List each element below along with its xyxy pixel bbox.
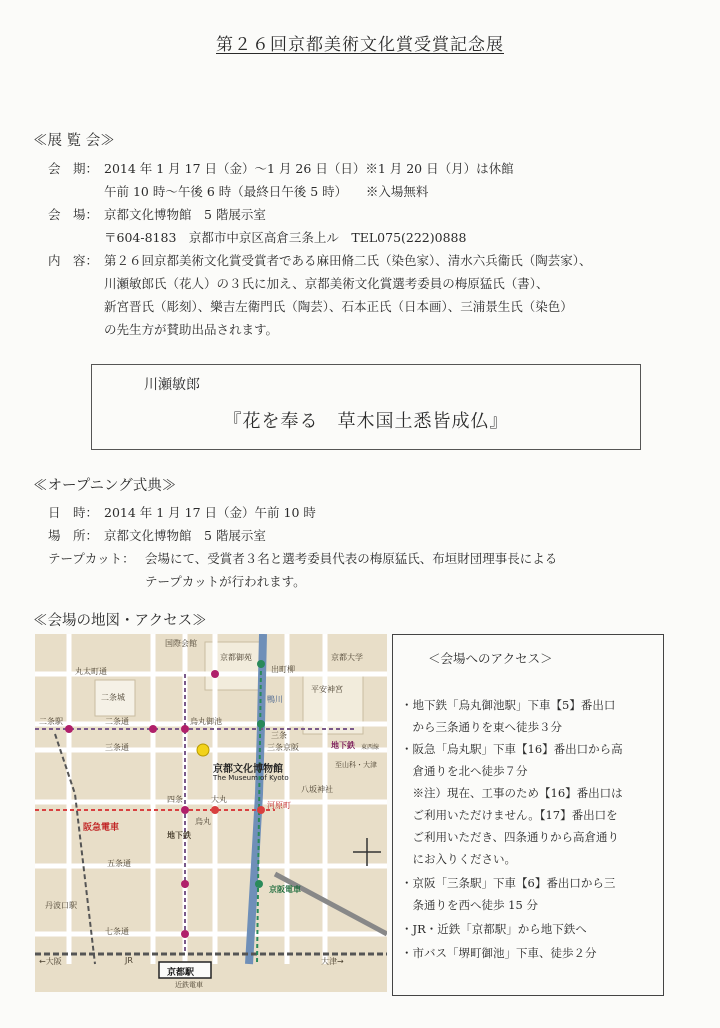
access-heading: ＜会場へのアクセス＞ xyxy=(428,651,553,666)
featured-work-box xyxy=(91,364,641,450)
compass xyxy=(353,838,381,866)
venue-line-2: 〒604-8183 京都市中京区高倉三条上ル TEL075(222)0888 xyxy=(104,230,467,245)
featured-author: 川瀬敏郎 xyxy=(144,377,200,393)
map-label-kokusai: 国際会館 xyxy=(165,639,197,648)
access-box xyxy=(392,634,664,996)
content-line-1: 第２６回京都美術文化賞受賞者である麻田脩二氏（染色家）、清水六兵衞氏（陶芸家）、 xyxy=(104,253,592,268)
map-label-kawaramachi: 河原町 xyxy=(267,801,291,810)
access-line-11: ・JR・近鉄「京都駅」から地下鉄へ xyxy=(401,922,587,936)
venue-line-1: 京都文化博物館 5 階展示室 xyxy=(104,207,266,222)
opening-place: 京都文化博物館 5 階展示室 xyxy=(104,528,266,543)
map-label-yamashina: 至山科・大津 xyxy=(335,761,377,769)
map-label-sanjo: 三条通 xyxy=(105,743,129,752)
map-heading: ≪会場の地図・アクセス≫ xyxy=(33,613,207,629)
opening-date: 2014 年 1 月 17 日（金）午前 10 時 xyxy=(104,505,316,520)
map-label-gojo: 五条通 xyxy=(107,859,131,868)
access-line-1: ・地下鉄「烏丸御池駅」下車【5】番出口 xyxy=(401,698,616,712)
map-label-heian: 平安神宮 xyxy=(311,685,343,694)
map-label-shijo: 四条 xyxy=(167,795,183,804)
map-label-jr: JR xyxy=(125,956,133,965)
map-label-nijo-station: 二条駅 xyxy=(39,717,63,726)
map-label-kyoto-univ: 京都大学 xyxy=(331,653,363,662)
map-label-museum-en: The Museum of Kyoto xyxy=(213,774,289,782)
map-label-kyoto-station: 京都駅 xyxy=(167,968,195,978)
venue-map xyxy=(35,634,387,992)
map-label-demachi: 出町柳 xyxy=(271,665,295,674)
period-line-2: 午前 10 時～午後 6 時（最終日午後 5 時） ※入場無料 xyxy=(104,184,429,199)
access-line-2: から三条通りを東へ徒歩３分 xyxy=(401,720,562,734)
content-line-3: 新宮晋氏（彫刻）、樂吉左衛門氏（陶芸）、石本正氏（日本画）、三浦景生氏（染色） xyxy=(104,299,573,314)
map-label-marutamachi: 丸太町通 xyxy=(75,667,107,676)
map-label-subway: 地下鉄 xyxy=(331,741,355,750)
access-line-7: ご利用いただき、四条通りから高倉通り xyxy=(401,830,620,844)
access-line-12: ・市バス「堺町御池」下車、徒歩２分 xyxy=(401,946,597,960)
map-label-karasuma-oike: 烏丸御池 xyxy=(190,717,222,726)
map-label-nijo-castle: 二条城 xyxy=(101,693,125,702)
opening-date-label: 日 時： xyxy=(48,505,99,520)
museum-marker xyxy=(197,744,209,756)
map-label-museum: 京都文化博物館 xyxy=(213,764,283,775)
map-label-subway-v: 地下鉄 xyxy=(167,831,191,840)
jr-sagano-line xyxy=(55,734,95,964)
map-label-keihan: 京阪電車 xyxy=(269,885,301,894)
access-line-4: 倉通りを北へ徒歩７分 xyxy=(401,764,528,778)
map-label-shichijo: 七条通 xyxy=(105,927,129,936)
map-label-osaka: ←大阪 xyxy=(39,957,62,966)
map-label-tanbaguchi: 丹波口駅 xyxy=(45,901,77,910)
meishin-highway xyxy=(275,874,387,934)
featured-work-title: 『花を奉る 草木国土悉皆成仏』 xyxy=(223,411,509,432)
period-label: 会 期： xyxy=(48,161,99,176)
map-label-yasaka: 八坂神社 xyxy=(301,785,333,794)
map-label-keihan-sanjo: 三条京阪 xyxy=(267,743,299,752)
venue-label: 会 場： xyxy=(48,207,99,222)
content-line-4: の先生方が賛助出品されます。 xyxy=(104,322,279,337)
map-label-otsu: 大津→ xyxy=(321,957,344,966)
map-label-kintetsu: 近鉄電車 xyxy=(175,981,203,989)
access-line-10: 条通りを西へ徒歩 15 分 xyxy=(401,898,538,912)
access-line-5: ※注）現在、工事のため【16】番出口は xyxy=(401,786,623,800)
access-line-6: ご利用いただけません。【17】番出口を xyxy=(401,808,618,822)
map-label-tozai: 東西線 xyxy=(361,744,380,751)
map-label-daimaru: 大丸 xyxy=(211,795,227,804)
tape-cut-line-2: テープカットが行われます。 xyxy=(145,574,306,589)
opening-heading: ≪オープニング式典≫ xyxy=(33,478,177,494)
map-label-kamogawa: 鴨川 xyxy=(267,695,283,704)
page-title: 第２６回京都美術文化賞受賞記念展 xyxy=(216,35,504,55)
tape-cut-label: テープカット： xyxy=(48,551,135,566)
content-label: 内 容： xyxy=(48,253,99,268)
exhibition-heading: ≪展 覧 会≫ xyxy=(33,133,115,149)
map-label-sanjo-station: 三条 xyxy=(271,731,287,740)
period-line-1: 2014 年 1 月 17 日（金）～1 月 26 日（日）※1 月 20 日（月）は休館 xyxy=(104,161,514,176)
map-label-gosho: 京都御苑 xyxy=(220,653,252,662)
map-label-hankyu: 阪急電車 xyxy=(83,823,120,833)
map-label-karasuma: 烏丸 xyxy=(195,817,211,826)
access-line-9: ・京阪「三条駅」下車【6】番出口から三 xyxy=(401,876,616,890)
access-line-3: ・阪急「烏丸駅」下車【16】番出口から高 xyxy=(401,742,623,756)
map-label-nijo: 二条通 xyxy=(105,717,129,726)
tape-cut-line-1: 会場にて、受賞者３名と選考委員代表の梅原猛氏、布垣財団理事長による xyxy=(145,551,558,566)
content-line-2: 川瀬敏郎氏（花人）の３氏に加え、京都美術文化賞選考委員の梅原猛氏（書）、 xyxy=(104,276,549,291)
access-line-8: にお入りください。 xyxy=(401,852,516,866)
opening-place-label: 場 所： xyxy=(48,528,99,543)
